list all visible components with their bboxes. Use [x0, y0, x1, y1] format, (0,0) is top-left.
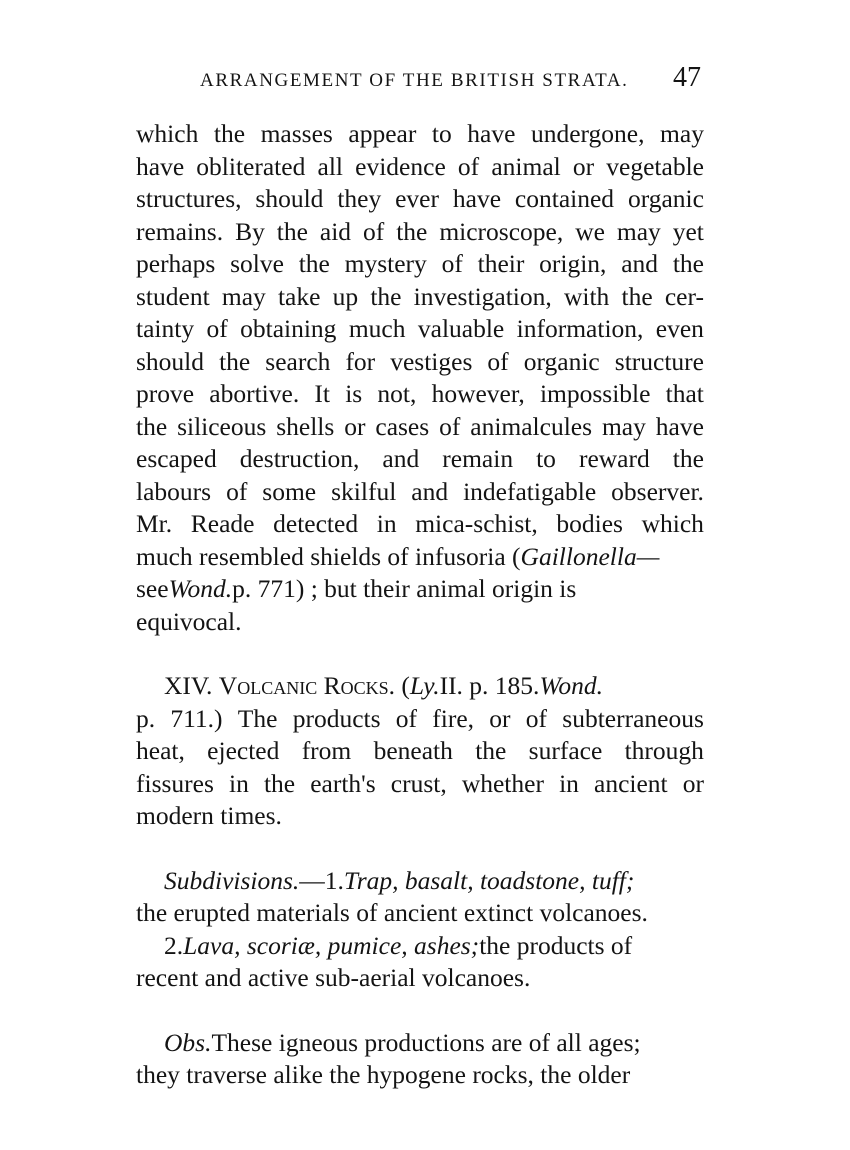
word: remain [442, 444, 514, 473]
text-line [136, 313, 704, 346]
word: up [332, 281, 359, 311]
word: ever [395, 184, 439, 213]
text-run: p. 771) ; but their animal origin is [232, 574, 577, 603]
word: of [457, 151, 480, 181]
word: By [235, 216, 265, 246]
word: shells [276, 411, 335, 441]
word: should [255, 184, 324, 213]
word: animal [491, 151, 561, 181]
word: solve [230, 249, 284, 278]
word: microscope, [439, 216, 564, 246]
word: masses [260, 119, 333, 148]
word: much [348, 314, 406, 343]
word: observer. [611, 476, 704, 506]
word: of [226, 476, 248, 506]
word: the [370, 281, 402, 311]
word: or [489, 703, 511, 733]
text-line: modern times. [136, 801, 282, 830]
word: or [344, 411, 366, 441]
text-line [136, 151, 704, 184]
word: 711.) [170, 703, 223, 733]
word: heat, [136, 736, 185, 765]
text-line [136, 443, 704, 476]
word: of [363, 216, 385, 246]
word: aid [319, 216, 352, 246]
word: may [660, 119, 704, 148]
word: ejected [207, 736, 280, 765]
word: which [136, 119, 199, 148]
word: beneath [373, 736, 453, 765]
word: remains. [136, 216, 224, 246]
word: may [616, 216, 661, 246]
text-line [136, 378, 704, 411]
word: whether [461, 768, 544, 798]
running-header [200, 58, 705, 98]
word: and [621, 249, 659, 278]
text-line [136, 248, 704, 281]
word: crust, [390, 768, 447, 798]
word: tainty [136, 314, 195, 343]
word: vegetable [606, 151, 704, 181]
word: the [298, 249, 330, 278]
reference-work: Wond. [168, 574, 233, 603]
word: surface [528, 736, 603, 765]
word: products [292, 703, 381, 733]
text-line [136, 118, 704, 151]
running-title: ARRANGEMENT OF THE BRITISH STRATA. [200, 70, 629, 91]
word: abortive. [209, 379, 300, 408]
word: subterraneous [562, 703, 704, 733]
word: we [575, 216, 605, 246]
word: through [624, 736, 704, 765]
word: structure [614, 346, 704, 376]
word: have [467, 119, 516, 148]
word: reward [578, 444, 650, 473]
word: take [277, 281, 321, 311]
word: in [376, 509, 397, 538]
word: with [563, 281, 610, 311]
word: the [621, 281, 653, 311]
word: and [411, 476, 449, 506]
word: skilful [331, 476, 397, 506]
word: may [221, 281, 266, 311]
word: investigation, [413, 281, 552, 311]
word: search [265, 346, 331, 376]
word: obliterated [196, 151, 306, 181]
text-run: II. p. 185. [439, 671, 540, 700]
word: have [655, 411, 704, 441]
word: cases [375, 411, 430, 441]
word: may [601, 411, 646, 441]
word: all [317, 151, 343, 181]
subdivision-item-2: Lava, scoriæ, pumice, ashes; [183, 930, 480, 960]
word: prove [136, 379, 195, 408]
word: for [345, 346, 376, 376]
word: escaped [136, 444, 217, 473]
body-text [136, 118, 704, 1092]
word: contained [514, 184, 615, 213]
word: which [641, 509, 704, 538]
text-line [136, 508, 704, 541]
obs-label: Obs. [164, 1027, 212, 1057]
text-run: see [136, 574, 169, 603]
paragraph-gap [136, 833, 704, 865]
text-line [136, 411, 704, 444]
word: structures, [136, 184, 242, 213]
word: of [206, 314, 228, 343]
text-run: These igneous productions are of all ages; [211, 1027, 641, 1057]
text-line [136, 281, 704, 314]
word: organic [627, 184, 704, 213]
word: the [276, 216, 308, 246]
subdivision-item-1: Trap, basalt, toadstone, tuff; [343, 865, 635, 895]
text-line [136, 573, 704, 606]
word: the [213, 119, 246, 148]
word: information, [516, 314, 644, 343]
text-line: equivocal. [136, 606, 242, 636]
text-line [136, 768, 704, 801]
word: valuable [417, 314, 505, 343]
word: that [665, 379, 704, 408]
word: impossible [539, 379, 651, 408]
observation [136, 1027, 704, 1092]
word: detected [273, 509, 359, 538]
word: the [219, 346, 251, 376]
word: undergone, [530, 119, 645, 148]
word: their [477, 249, 525, 278]
word: or [682, 768, 704, 798]
word: indefatigable [463, 476, 597, 506]
text-line [136, 476, 704, 509]
word: student [136, 281, 210, 311]
word: mica-schist, [415, 509, 538, 538]
word: perhaps [136, 249, 216, 278]
text-line: they traverse alike the hypogene rocks, the older [136, 1060, 631, 1089]
reference-work: Wond. [539, 671, 603, 700]
section-heading: Volcanic Rocks. [218, 671, 395, 700]
word: the [263, 768, 296, 798]
word: earth's [310, 768, 376, 798]
word: yet [672, 216, 704, 246]
word: have [136, 151, 185, 181]
text-line [136, 703, 704, 736]
page-number: 47 [673, 62, 701, 93]
text-run: —1. [299, 865, 344, 895]
word: obtaining [240, 314, 337, 343]
text-line: recent and active sub-aerial volcanoes. [136, 963, 531, 992]
word: of [441, 249, 463, 278]
word: labours [136, 476, 212, 506]
word: from [301, 736, 352, 765]
word: of [525, 703, 548, 733]
paragraph-gap [136, 995, 704, 1027]
text-run: the products of [479, 930, 633, 960]
word: of [439, 411, 461, 441]
word: the [136, 411, 168, 441]
word: in [229, 768, 249, 798]
word: The [237, 703, 278, 733]
reference-author: Ly. [409, 671, 440, 700]
text-line [136, 346, 704, 379]
word: in [559, 768, 579, 798]
word: evidence [355, 151, 446, 181]
text-line [136, 865, 704, 898]
word: cer- [664, 281, 704, 311]
word: of [487, 346, 509, 376]
word: vestiges [390, 346, 473, 376]
word: the [672, 444, 704, 473]
word: the [396, 216, 428, 246]
paragraph-continuation [136, 118, 704, 638]
word: organic [523, 346, 600, 376]
section-heading-line [136, 670, 704, 703]
paragraph-gap [136, 638, 704, 670]
text-run: ( [401, 671, 410, 700]
word: the [672, 249, 704, 278]
text-line [136, 1027, 704, 1060]
text-line [136, 541, 704, 574]
text-run: much resembled shields of infusoria ( [136, 541, 521, 571]
text-line: the erupted materials of ancient extinct volcanoes. [136, 898, 648, 927]
word: p. [136, 703, 156, 733]
word: however, [431, 379, 525, 408]
section-numeral: XIV. [164, 671, 213, 700]
word: and [382, 444, 420, 473]
word: they [337, 184, 382, 213]
word: ancient [594, 768, 668, 798]
word: Reade [190, 509, 255, 538]
text-run: 2. [164, 930, 184, 960]
word: or [572, 151, 595, 181]
word: origin, [539, 249, 607, 278]
subdivisions [136, 865, 704, 995]
word: should [136, 346, 205, 376]
text-line [136, 735, 704, 768]
word: destruction, [239, 444, 360, 473]
word: fire, [432, 703, 475, 733]
genus-name: Gaillonella— [520, 541, 660, 571]
word: mystery [344, 249, 427, 278]
word: It [314, 379, 330, 408]
word: to [536, 444, 556, 473]
word: have [452, 184, 502, 213]
word: the [475, 736, 507, 765]
text-line [136, 930, 704, 963]
word: of [395, 703, 418, 733]
text-line [136, 216, 704, 249]
word: bodies [556, 509, 623, 538]
word: is [345, 379, 363, 408]
section-volcanic-rocks [136, 670, 704, 833]
subdivisions-label: Subdivisions. [164, 865, 300, 895]
word: siliceous [177, 411, 267, 441]
word: animalcules [470, 411, 593, 441]
word: to [431, 119, 452, 148]
word: fissures [136, 768, 214, 798]
word: appear [348, 119, 417, 148]
word: some [262, 476, 317, 506]
word: Mr. [136, 509, 173, 538]
word: even [655, 314, 704, 343]
text-line [136, 183, 704, 216]
word: not, [377, 379, 417, 408]
